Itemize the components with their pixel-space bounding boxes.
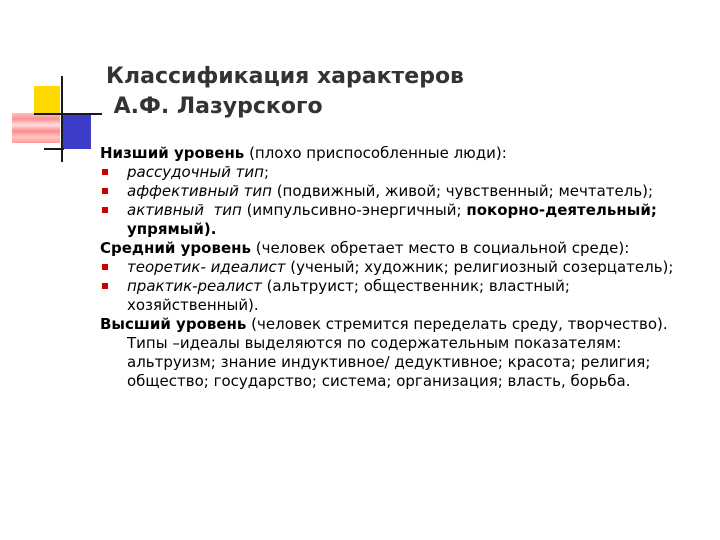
- square-bullet-icon: [102, 188, 108, 194]
- high-level-title: Высший уровень: [100, 315, 247, 333]
- high-level-heading: [100, 315, 704, 334]
- type-desc: (альтруист; общественник; властный;: [261, 277, 570, 295]
- type-desc-continuation: хозяйственный).: [127, 296, 259, 314]
- slide-title: [106, 62, 464, 122]
- type-name: теоретик- идеалист: [127, 258, 286, 276]
- low-level-heading: [100, 144, 704, 163]
- low-level-desc: (плохо приспособленные люди):: [244, 144, 507, 162]
- high-level-line: общество; государство; система; организация; власть, борьба.: [127, 372, 631, 390]
- type-name: аффективный тип: [127, 182, 272, 200]
- list-item: [100, 163, 704, 182]
- high-level-line: Типы –идеалы выделяются по содержательным показателям:: [127, 334, 622, 352]
- type-desc: (подвижный, живой; чувственный; мечтатель);: [271, 182, 654, 200]
- high-level-desc: (человек стремится переделать среду, творчество).: [246, 315, 668, 333]
- type-desc: (ученый; художник; религиозный созерцатель);: [285, 258, 674, 276]
- mid-level-desc: (человек обретает место в социальной среде):: [250, 239, 630, 257]
- type-desc: ;: [263, 163, 270, 181]
- logo-blue-square: [61, 115, 91, 149]
- square-bullet-icon: [102, 207, 108, 213]
- slide-body: [100, 144, 704, 391]
- high-level-text: [100, 334, 704, 391]
- type-desc-bold: покорно-деятельный;: [466, 201, 657, 219]
- square-bullet-icon: [102, 264, 108, 270]
- type-name: активный тип: [127, 201, 242, 219]
- logo-short-line: [44, 148, 64, 150]
- title-line-1: Классификация характеров: [106, 64, 464, 89]
- logo-horizontal-line: [34, 113, 102, 115]
- type-name: практик-реалист: [127, 277, 262, 295]
- list-item: [100, 201, 704, 239]
- title-line-2: А.Ф. Лазурского: [106, 94, 323, 119]
- mid-level-title: Средний уровень: [100, 239, 251, 257]
- logo-yellow-square: [34, 86, 60, 114]
- list-item: [100, 277, 704, 315]
- list-item: [100, 182, 704, 201]
- type-desc: (импульсивно-энергичный;: [241, 201, 467, 219]
- logo-red-striped-block: [12, 113, 60, 143]
- square-bullet-icon: [102, 283, 108, 289]
- high-level-line: альтруизм; знание индуктивное/ дедуктивное; красота; религия;: [127, 353, 651, 371]
- square-bullet-icon: [102, 169, 108, 175]
- low-level-title: Низший уровень: [100, 144, 245, 162]
- type-name: рассудочный тип: [127, 163, 264, 181]
- mid-level-heading: [100, 239, 704, 258]
- type-desc-continuation: упрямый).: [127, 220, 217, 238]
- list-item: [100, 258, 704, 277]
